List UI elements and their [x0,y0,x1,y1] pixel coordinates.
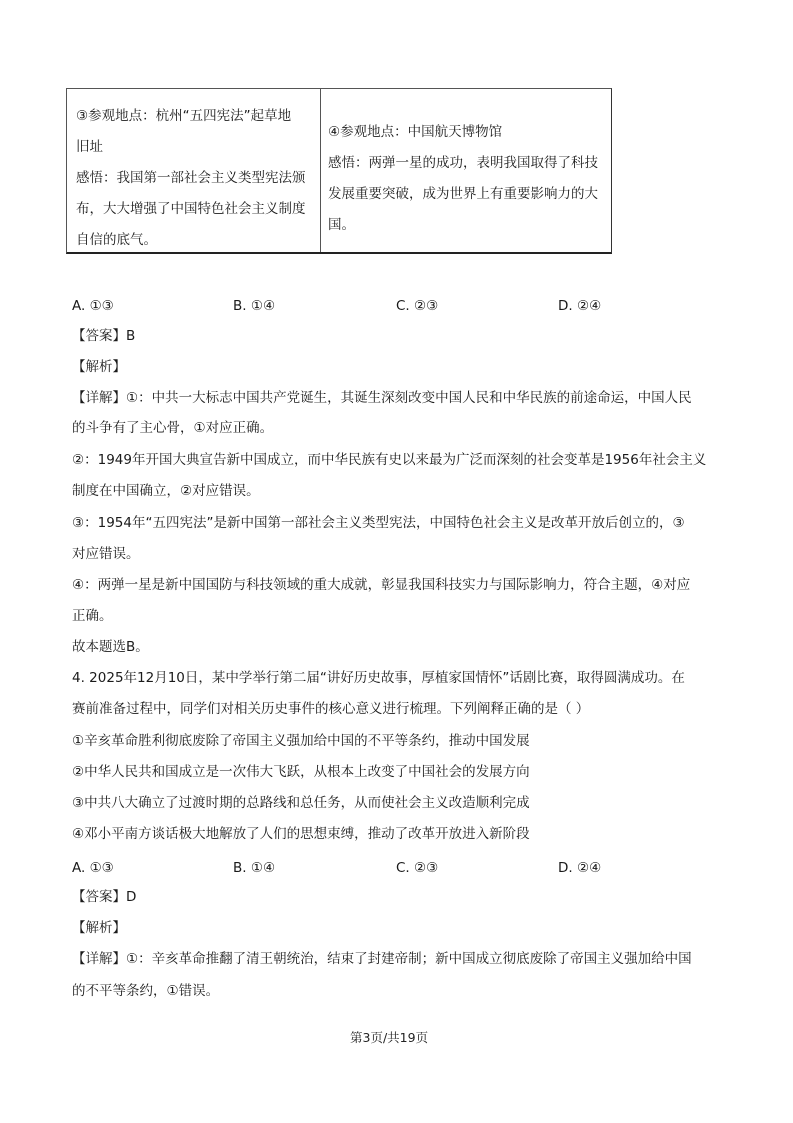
page-number: 第3页/共19页 [350,1030,429,1045]
table-right-cell-line: 发展重要突破，成为世界上有重要影响力的大 [328,186,598,202]
q4-detail-line: 【详解】①：辛亥革命推翻了清王朝统治，结束了封建帝制；新中国成立彻底废除了帝国主义强加给中国 [72,951,692,967]
q3-detail-line: 对应错误。 [72,546,140,562]
q4-detail-line: 的不平等条约，①错误。 [72,983,220,999]
q3-option-d: D. ②④ [558,298,602,314]
table-left-cell-line: 布，大大增强了中国特色社会主义制度 [76,201,306,217]
q4-option-c: C. ②③ [396,860,439,876]
q4-statement: ①辛亥革命胜利彻底废除了帝国主义强加给中国的不平等条约，推动中国发展 [72,733,530,749]
table-cell-divider [320,89,321,252]
q3-detail-line: 正确。 [72,608,113,624]
table-left-cell-line: ③参观地点：杭州“五四宪法”起草地 [76,108,292,124]
q4-stem-line: 4. 2025年12月10日，某中学举行第二届“讲好历史故事，厚植家国情怀”话剧比赛，取得圆满成功。在 [72,670,685,686]
table-left-cell-line: 自信的底气。 [76,232,157,248]
q3-answer: 【答案】B [72,328,136,344]
q3-conclusion: 故本题选B。 [72,639,149,655]
q3-detail-line: 制度在中国确立，②对应错误。 [72,483,260,499]
table-left-cell-line: 旧址 [76,139,103,155]
table-right-cell-line: ④参观地点：中国航天博物馆 [328,124,503,140]
q4-statement: ③中共八大确立了过渡时期的总路线和总任务，从而使社会主义改造顺利完成 [72,795,530,811]
q3-detail-line: ④：两弹一星是新中国国防与科技领域的重大成就，彰显我国科技实力与国际影响力，符合主题，④对应 [72,577,691,593]
q4-answer: 【答案】D [72,889,137,905]
q4-option-d: D. ②④ [558,860,602,876]
q3-analysis-heading: 【解析】 [72,359,126,375]
q3-detail-line: 的斗争有了主心骨，①对应正确。 [72,420,274,436]
q3-detail-line: ②：1949年开国大典宣告新中国成立，而中华民族有史以来最为广泛而深刻的社会变革是1956年社会主义 [72,452,707,468]
table-right-cell-line: 国。 [328,217,355,233]
q4-option-a: A. ①③ [72,860,114,876]
q3-detail-line: 【详解】①：中共一大标志中国共产党诞生，其诞生深刻改变中国人民和中华民族的前途命运，中国人民 [72,390,692,406]
q3-option-c: C. ②③ [396,298,439,314]
q3-option-a: A. ①③ [72,298,114,314]
q4-analysis-heading: 【解析】 [72,920,126,936]
q3-detail-line: ③：1954年“五四宪法”是新中国第一部社会主义类型宪法，中国特色社会主义是改革开放后创立的，③ [72,515,685,531]
q4-statement: ②中华人民共和国成立是一次伟大飞跃，从根本上改变了中国社会的发展方向 [72,764,530,780]
q3-option-b: B. ①④ [233,298,276,314]
q4-stem-line: 赛前准备过程中，同学们对相关历史事件的核心意义进行梳理。下列阐释正确的是（ ） [72,701,590,717]
q4-statement: ④邓小平南方谈话极大地解放了人们的思想束缚，推动了改革开放进入新阶段 [72,826,530,842]
q4-option-b: B. ①④ [233,860,276,876]
table-right-cell-line: 感悟：两弹一星的成功，表明我国取得了科技 [328,155,598,171]
table-left-cell-line: 感悟：我国第一部社会主义类型宪法颁 [76,170,306,186]
